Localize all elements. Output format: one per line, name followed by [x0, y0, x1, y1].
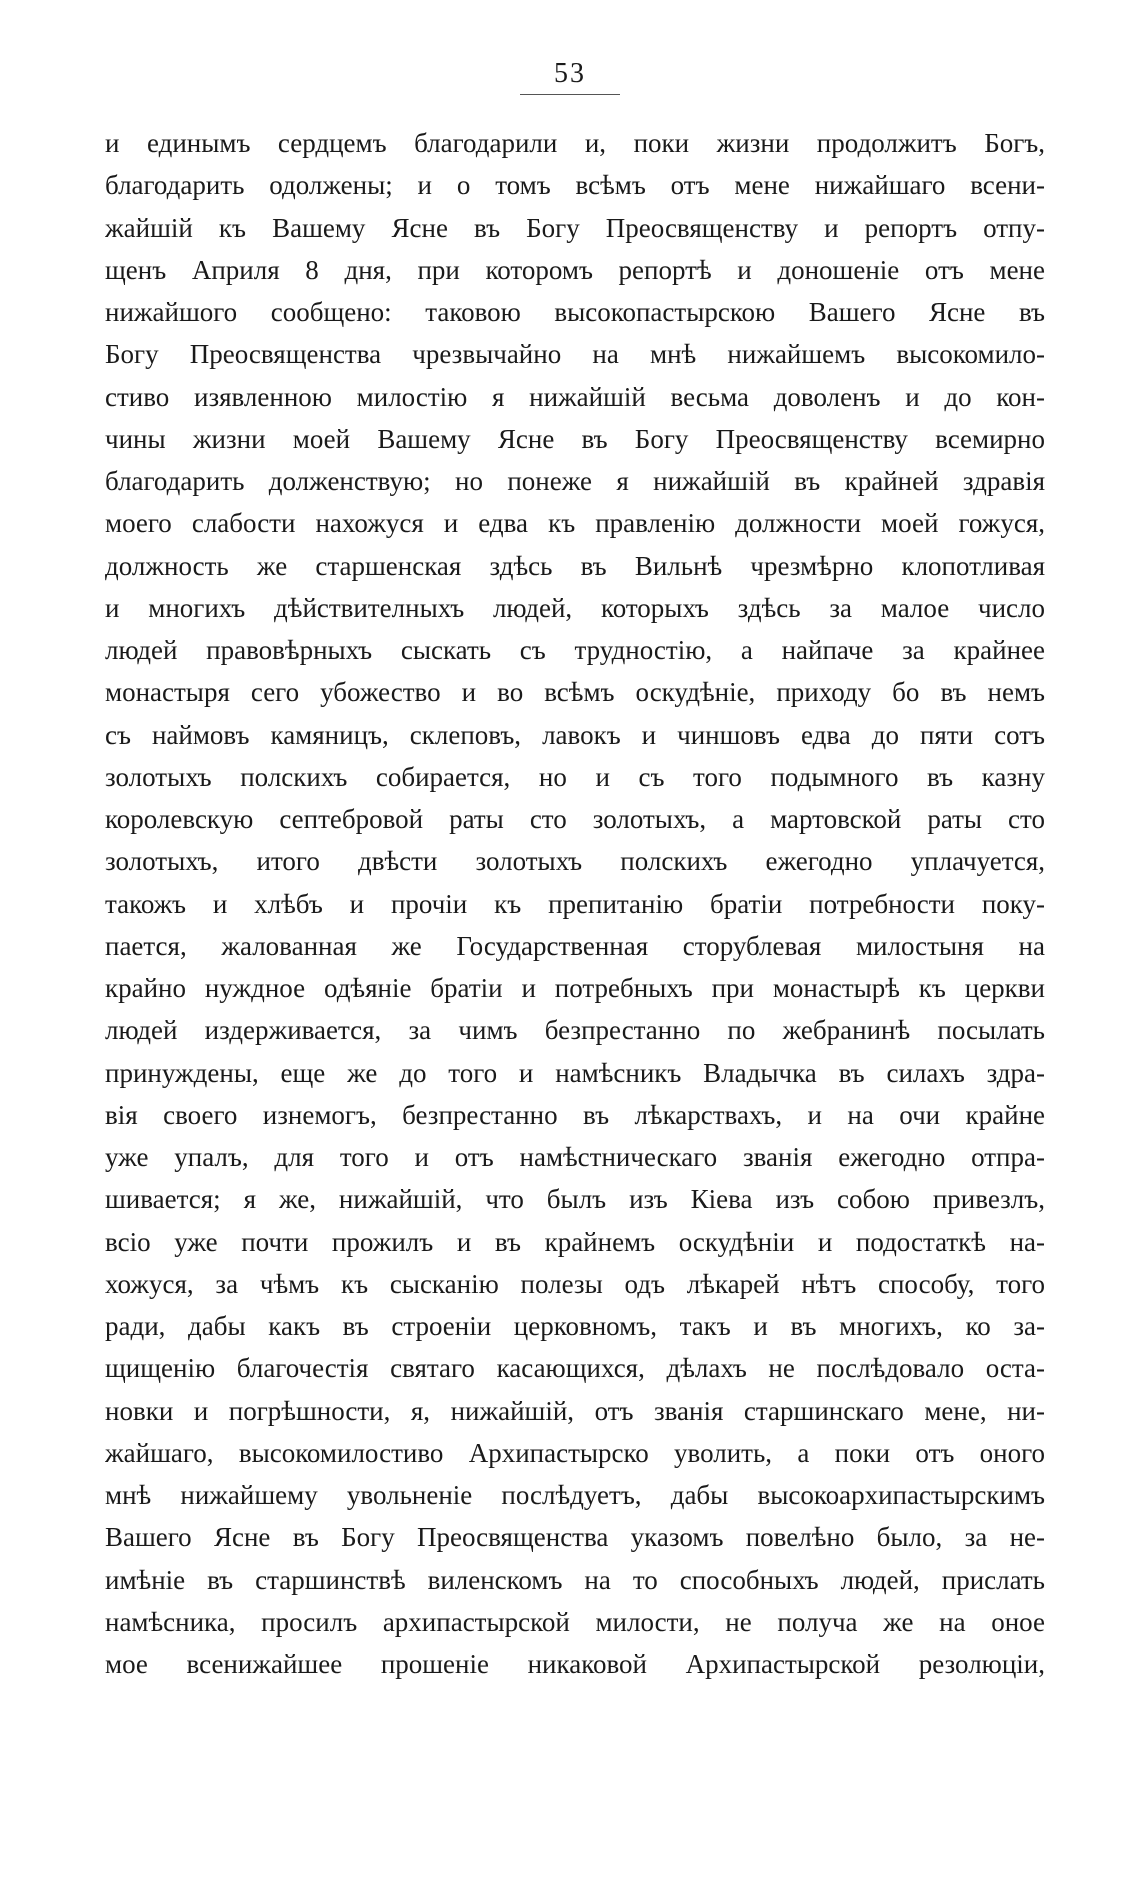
text-line: намѣсника, просилъ архипастырской милости, не получа же на оное — [105, 1606, 1045, 1637]
text-line: людей издерживается, за чимъ безпрестанно по жебранинѣ посылать — [105, 1015, 1045, 1046]
text-line: всіо уже почти прожилъ и въ крайнемъ оскудѣніи и подостаткѣ на- — [105, 1226, 1045, 1257]
text-line: и многихъ дѣйствителныхъ людей, которыхъ здѣсь за малое число — [105, 592, 1045, 623]
text-line: уже упалъ, для того и отъ намѣстническаго званія ежегодно отпра- — [105, 1142, 1045, 1172]
text-line: нижайшого сообщено: таковою высокопастырскою Вашего Ясне въ — [105, 297, 1045, 327]
text-line: жайшій къ Вашему Ясне въ Богу Преосвященству и репортъ отпу- — [105, 212, 1045, 243]
text-line: Богу Преосвященства чрезвычайно на мнѣ нижайшемъ высокомило- — [105, 339, 1045, 370]
text-line: жайшаго, высокомилостиво Архипастырско уволить, а поки отъ оного — [105, 1437, 1045, 1468]
text-line: хожуся, за чѣмъ къ сысканію полезы одъ лѣкарей нѣтъ способу, того — [105, 1268, 1045, 1299]
text-line: имѣніе въ старшинствѣ виленскомъ на то способныхъ людей, прислать — [105, 1564, 1045, 1595]
text-line: Вашего Ясне въ Богу Преосвященства указомъ повелѣно было, за не- — [105, 1522, 1045, 1553]
text-line: людей правовѣрныхъ сыскать съ трудностію, а найпаче за крайнее — [105, 635, 1045, 665]
text-line: ради, дабы какъ въ строеніи церковномъ, такъ и въ многихъ, ко за- — [105, 1311, 1045, 1341]
text-line: и единымъ сердцемъ благодарили и, поки жизни продолжитъ Богъ, — [105, 128, 1045, 158]
text-line: моего слабости нахожуся и едва къ правленію должности моей гожуся, — [105, 508, 1045, 539]
text-line: благодарить одолжены; и о томъ всѣмъ отъ мене нижайшаго всени- — [105, 170, 1045, 201]
text-line: мнѣ нижайшему увольненіе послѣдуетъ, дабы высокоархипастырскимъ — [105, 1480, 1045, 1510]
text-line: благодарить долженствую; но понеже я нижайшій въ крайней здравія — [105, 466, 1045, 496]
text-line: шивается; я же, нижайшій, что былъ изъ Кіева изъ собою привезлъ, — [105, 1184, 1045, 1215]
text-line: чины жизни моей Вашему Ясне въ Богу Преосвященству всемирно — [105, 423, 1045, 454]
text-line: такожъ и хлѣбъ и прочіи къ препитанію братіи потребности поку- — [105, 888, 1045, 919]
text-line: съ наймовъ камяницъ, склеповъ, лавокъ и чиншовъ едва до пяти сотъ — [105, 719, 1045, 750]
text-line: королевскую септебровой раты сто золотыхъ, а мартовской раты сто — [105, 804, 1045, 834]
text-line: принуждены, еще же до того и намѣсникъ Владычка въ силахъ здра- — [105, 1057, 1045, 1088]
body-text — [105, 122, 1045, 1685]
text-line: крайно нуждное одѣяніе братіи и потребныхъ при монастырѣ къ церкви — [105, 973, 1045, 1003]
text-line: мое всенижайшее прошеніе никаковой Архипастырской резолюціи, — [105, 1649, 1045, 1679]
page-number: 53 — [554, 58, 586, 89]
text-line: новки и погрѣшности, я, нижайшій, отъ званія старшинскаго мене, ни- — [105, 1395, 1045, 1426]
text-line: золотыхъ, итого двѣсти золотыхъ полскихъ ежегодно уплачуется, — [105, 846, 1045, 877]
header-rule — [520, 94, 620, 95]
text-line: щенъ Априля 8 дня, при которомъ репортѣ и доношеніе отъ мене — [105, 254, 1045, 285]
text-line: должность же старшенская здѣсь въ Вильнѣ чрезмѣрно клопотливая — [105, 550, 1045, 581]
text-line: стиво изявленною милостію я нижайшій весьма доволенъ и до кон- — [105, 381, 1045, 412]
text-line: вія своего изнемогъ, безпрестанно въ лѣкарствахъ, и на очи крайне — [105, 1099, 1045, 1130]
text-line: монастыря сего убожество и во всѣмъ оскудѣніе, приходу бо въ немъ — [105, 677, 1045, 708]
text-line: золотыхъ полскихъ собирается, но и съ того подымного въ казну — [105, 761, 1045, 792]
text-line: щищенію благочестія святаго касающихся, дѣлахъ не послѣдовало оста- — [105, 1353, 1045, 1384]
text-line: пается, жалованная же Государственная сторублевая милостыня на — [105, 930, 1045, 961]
